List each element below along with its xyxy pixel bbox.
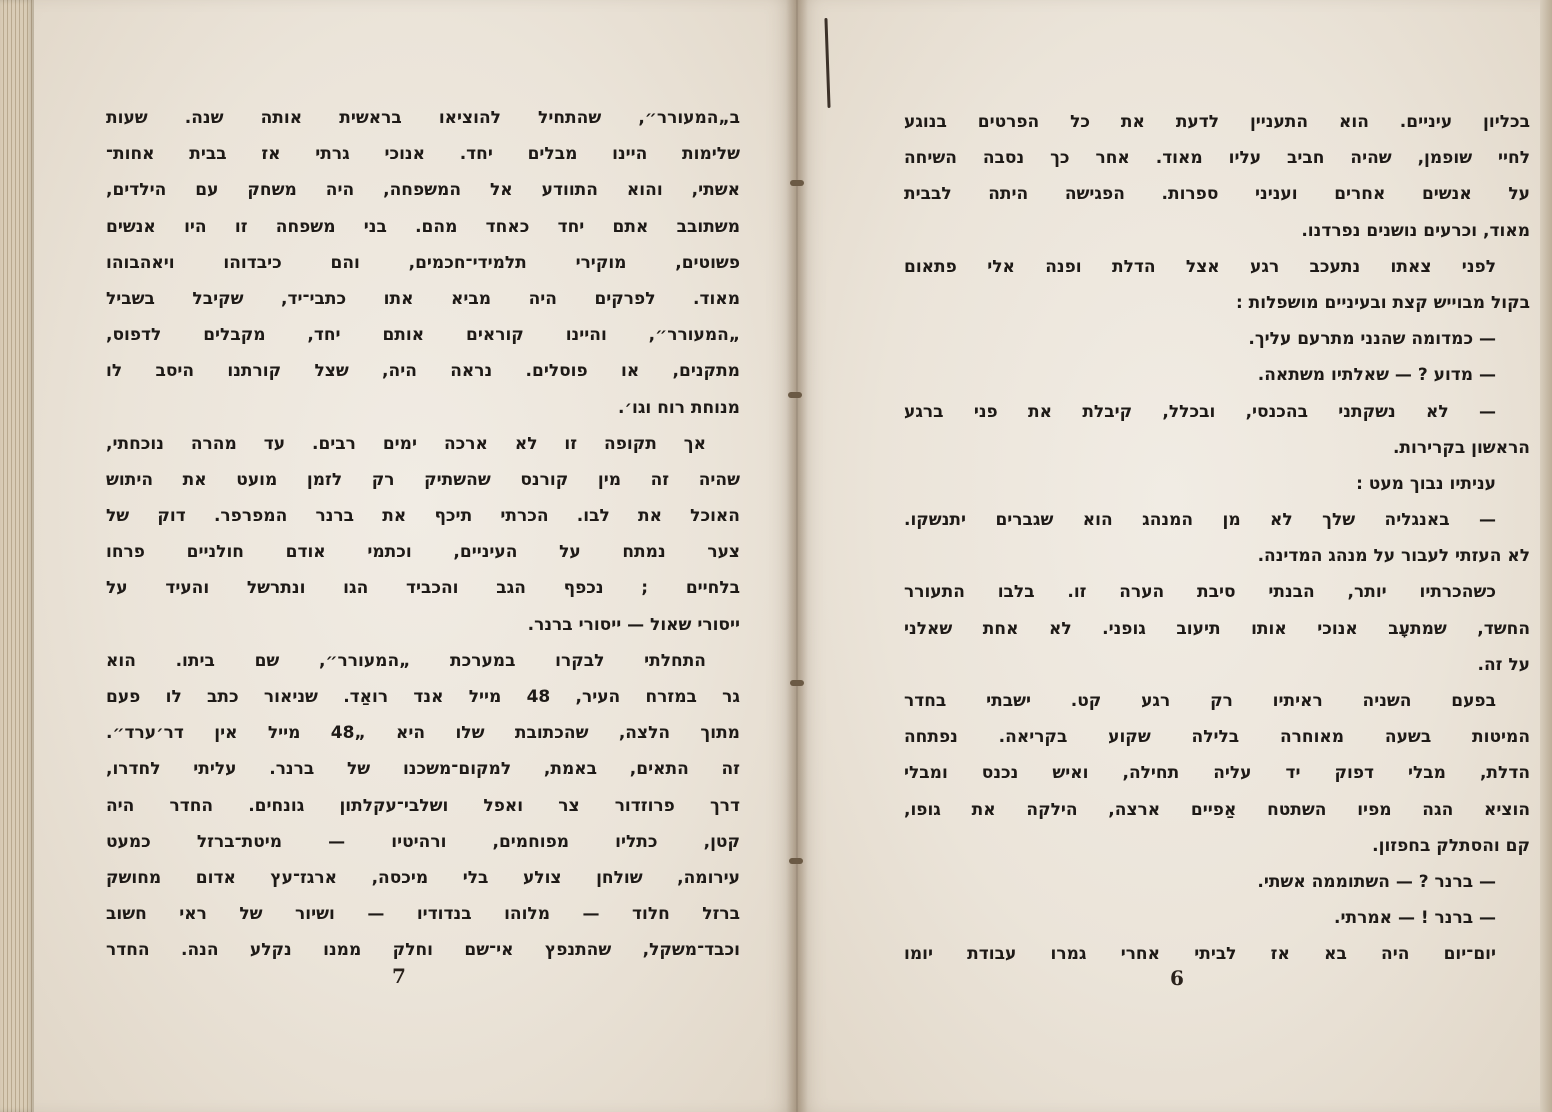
left-line-18: מתוך הלצה, שהכתובת שלו היא „48 מייל אין דר׳ערד״. bbox=[106, 723, 740, 744]
page-number-right: 6 bbox=[1170, 966, 1184, 990]
right-line-18: המיטות בשעה מאוחרה בלילה שקוע בקריאה. נפתחה bbox=[904, 727, 1530, 748]
binding-stitch bbox=[788, 392, 802, 398]
right-line-15: החשד, שמתעָב אנוכי אותו תיעוב גופני. לא אחת שאלני bbox=[904, 618, 1530, 639]
right-line-3: על אנשים אחרים ועניני ספרות. הפגישה היתה לבבית bbox=[904, 184, 1530, 205]
right-line-11: עניתיו נבוך מעט : bbox=[1356, 473, 1496, 494]
binding-stitch bbox=[790, 180, 804, 186]
left-line-23: ברזל חלוד — מלוהו בנדודיו — ושיור של ראי חשוב bbox=[106, 904, 740, 925]
right-line-10: הראשון בקרירות. bbox=[1392, 437, 1530, 458]
left-line-7: „המעורר״, והיינו קוראים אותם יחד, מקבלים לדפוס, bbox=[106, 325, 740, 346]
right-line-2: לחיי שופמן, שהיה חביב עליו מאוד. אחר כך נסבה השיחה bbox=[904, 148, 1530, 169]
left-line-20: דרך פרוזדור צר ואפל ושלבי־עקלתון גונחים. החדר היה bbox=[106, 795, 740, 816]
right-line-20: הוציא הגה מפיו השתטח אַפיים ארצה, הילקה את גופו, bbox=[904, 799, 1530, 820]
left-line-22: עירומה, שולחן צולע בלי מיכסה, ארגז־עץ אדום מחושק bbox=[106, 867, 740, 888]
right-line-19: הדלת, מבלי דפוק יד עליה תחילה, ואיש נכנס ומבלי bbox=[904, 763, 1530, 784]
right-line-21: קם והסתלק בחפזון. bbox=[1372, 835, 1530, 856]
left-line-5: פשוטים, מוקירי תלמידי־חכמים, והם כיבדוהו ויאהבוהו bbox=[106, 252, 740, 273]
right-line-14: כשהכרתיו יותר, הבנתי סיבת הערה זו. בלבו התעורר bbox=[904, 582, 1496, 603]
right-line-6: בקול מבוייש קצת ובעיניים מושפלות : bbox=[1235, 292, 1530, 313]
left-line-14: בלחיים ; נכפף הגב והכביד הגו ונתרשל והעיד על bbox=[106, 578, 740, 599]
left-line-10: אך תקופה זו לא ארכה ימים רבים. עד מהרה נוכחתי, bbox=[106, 433, 706, 454]
left-line-3: אשתי, והוא התוודע אל המשפחה, היה משחק עם הילדים, bbox=[106, 180, 740, 201]
left-line-17: גר במזרח העיר, 48 מייל אנד רואַד. שניאור כתב לו פעם bbox=[106, 687, 740, 707]
left-line-15: ייסורי שאול — ייסורי ברנר. bbox=[527, 614, 740, 635]
right-line-24: יום־יום היה בא אז לביתי אחרי גמרו עבודת יומו bbox=[904, 944, 1496, 965]
page-edge-right bbox=[1540, 0, 1552, 1112]
right-line-7: — כמדומה שהנני מתרעם עליך. bbox=[1248, 329, 1496, 350]
right-line-1: בכליון עיניים. הוא התעניין לדעת את כל הפרטים בנוגע bbox=[904, 112, 1530, 132]
right-line-12: — באנגליה שלך לא מן המנהג הוא שגברים יתנשקו. bbox=[904, 510, 1496, 531]
right-page bbox=[796, 0, 1540, 1112]
left-line-24: וכבד־משקל, שהתנפץ אי־שם וחלק ממנו נקלע הנה. החדר bbox=[106, 940, 740, 961]
left-line-6: מאוד. לפרקים היה מביא אתו כתבי־יד, שקיבל בשביל bbox=[106, 288, 740, 309]
left-page bbox=[34, 0, 796, 1112]
page-edges-left bbox=[0, 0, 34, 1112]
left-line-21: קטן, כתליו מפוחמים, ורהיטיו — מיטת־ברזל כמעט bbox=[106, 831, 740, 852]
right-line-5: לפני צאתו נתעכב רגע אצל הדלת ופנה אלי פתאום bbox=[904, 256, 1496, 277]
left-line-8: מתקנים, או פוסלים. נראה היה, שצל קורתנו היסב לו bbox=[106, 361, 740, 382]
page-number-left: 7 bbox=[392, 964, 406, 988]
left-line-12: האוכל את לבו. הכרתי תיכף את ברנר המפרפר. דוק של bbox=[106, 506, 740, 527]
right-line-16: על זה. bbox=[1477, 654, 1530, 675]
right-line-22: — ברנר ? — השתוממה אשתי. bbox=[1257, 871, 1496, 892]
right-line-9: — לא נשקתני בהכנסי, ובכלל, קיבלת את פני ברגע bbox=[904, 401, 1496, 422]
right-line-8: — מדוע ? — שאלתיו משתאה. bbox=[1257, 365, 1496, 386]
binding-stitch bbox=[789, 858, 803, 864]
left-line-19: זה התאים, באמת, למקום־משכנו של ברנר. עליתי לחדרו, bbox=[106, 759, 740, 780]
book-gutter bbox=[786, 0, 808, 1112]
left-page-text bbox=[106, 100, 740, 969]
left-line-11: שהיה זה מין קורנס שהשתיק רק לזמן מועט את היתוש bbox=[106, 469, 740, 490]
binding-stitch bbox=[790, 680, 804, 686]
left-line-1: ב„המעורר״, שהתחיל להוציאו בראשית אותה שנה. שעות bbox=[106, 108, 740, 128]
right-line-13: לא העזתי לעבור על מנהג המדינה. bbox=[1257, 546, 1530, 567]
left-line-2: שלימות היינו מבלים יחד. אנוכי גרתי אז בבית אחות־ bbox=[106, 144, 740, 165]
left-line-9: מנוחת רוח וגו׳. bbox=[618, 397, 740, 418]
left-line-16: התחלתי לבקרו במערכת „המעורר״, שם ביתו. הוא bbox=[106, 650, 706, 671]
right-line-4: מאוד, וכרעים נושנים נפרדנו. bbox=[1301, 220, 1530, 241]
right-page-text bbox=[904, 104, 1530, 973]
left-line-13: צער נמתח על העיניים, וכתמי אודם חולניים פרחו bbox=[106, 542, 740, 563]
right-line-17: בפעם השניה ראיתיו רק רגע קט. ישבתי בחדר bbox=[904, 691, 1496, 711]
left-line-4: משתובב אתם יחד כאחד מהם. בני משפחה זו היו אנשים bbox=[106, 216, 740, 237]
right-line-23: — ברנר ! — אמרתי. bbox=[1334, 908, 1496, 929]
